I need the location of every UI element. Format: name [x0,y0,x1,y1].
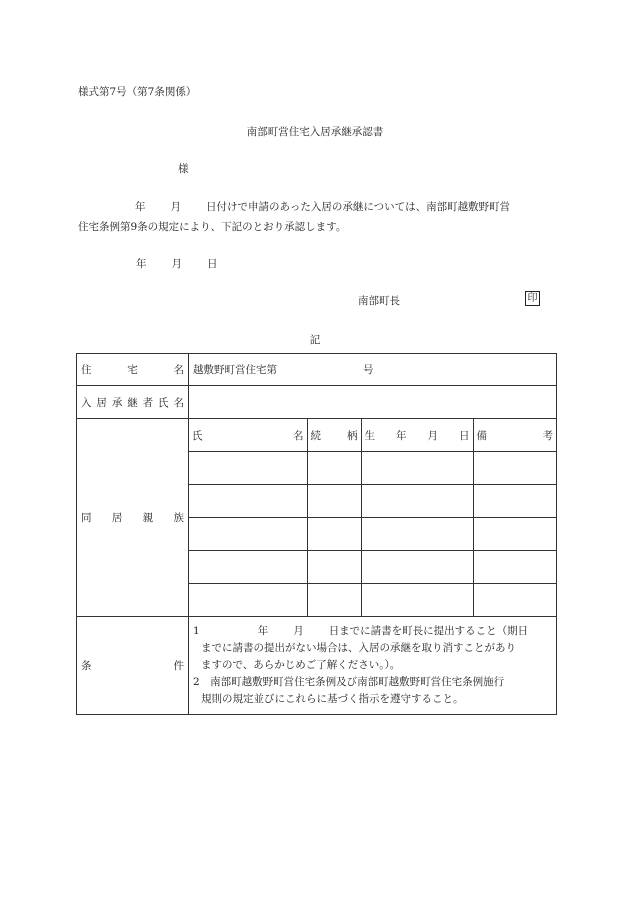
family-cell-birthdate[interactable] [361,551,473,584]
date-line [136,256,218,271]
family-cell [189,419,557,617]
conditions-text [189,617,557,715]
conditions-row [77,617,557,715]
family-cell-relation[interactable] [307,452,361,485]
family-cell-birthdate[interactable] [361,518,473,551]
succession-table [76,353,557,715]
family-header-name: 氏 名 [189,419,307,452]
family-table [189,419,556,616]
family-header-relation: 続 柄 [307,419,361,452]
family-cell-name[interactable] [189,518,307,551]
body-line-1-text: 日付けで申請のあった入居の承継については、南部町越敷野町営 [206,201,511,213]
family-header-birthdate: 生 年 月 日 [361,419,473,452]
residence-row [77,354,557,386]
family-cell-birthdate[interactable] [361,452,473,485]
family-cell-relation[interactable] [307,551,361,584]
residence-suffix: 号 [363,364,374,376]
family-cell-relation[interactable] [307,584,361,617]
family-label: 同 居 親 族 [77,419,189,617]
condition-1-number: 1 [193,625,200,637]
successor-row [77,386,557,419]
family-cell-relation[interactable] [307,518,361,551]
family-row [77,419,557,617]
date-year: 年 [136,258,147,270]
residence-label: 住 宅 名 [77,354,189,386]
successor-label: 入 居 承 継 者 氏 名 [77,386,189,419]
family-row-5 [189,584,556,617]
family-header-remarks: 備 考 [473,419,556,452]
family-row-3 [189,518,556,551]
family-cell-remarks[interactable] [473,485,556,518]
condition-1-month: 月 [293,625,304,637]
ki-heading: 記 [309,334,321,346]
body-line-1 [78,199,510,214]
family-cell-birthdate[interactable] [361,584,473,617]
body-line-2: 住宅条例第9条の規定により、下記のとおり承認します。 [78,221,347,233]
condition-2-line-2: 規則の規定並びにこれらに基づく指示を遵守すること。 [201,693,464,705]
condition-1-line-1 [193,623,554,640]
family-cell-name[interactable] [189,485,307,518]
family-header-row [189,419,556,452]
date-month: 月 [171,258,182,270]
conditions-label: 条 件 [77,617,189,715]
condition-1-line-2: までに請書の提出がない場合は、入居の承継を取り消すことがあり [201,642,516,654]
addressee-honorific: 様 [178,163,189,175]
family-cell-relation[interactable] [307,485,361,518]
condition-1-text: 日までに請書を町長に提出すること（期日 [328,625,529,637]
family-cell-remarks[interactable] [473,518,556,551]
family-cell-name[interactable] [189,452,307,485]
family-row-4 [189,551,556,584]
residence-prefix: 越敷野町営住宅第 [193,364,277,376]
family-cell-remarks[interactable] [473,452,556,485]
form-number: 様式第7号（第7条関係） [78,86,197,98]
document-title: 南部町営住宅入居承継承認書 [246,126,384,138]
body-month-mark: 月 [170,201,181,213]
residence-value [189,354,557,386]
family-cell-remarks[interactable] [473,551,556,584]
condition-2-line-1: 2 南部町越敷野町営住宅条例及び南部町越敷野町営住宅条例施行 [193,676,505,688]
condition-1-year: 年 [257,625,269,637]
family-cell-name[interactable] [189,551,307,584]
issuer-name: 南部町長 [358,295,400,307]
successor-value[interactable] [189,386,557,419]
family-row-1 [189,452,556,485]
condition-1-line-3: ますので、あらかじめご了解ください。）。 [201,659,401,671]
family-row-2 [189,485,556,518]
family-cell-birthdate[interactable] [361,485,473,518]
date-day: 日 [207,258,218,270]
family-cell-name[interactable] [189,584,307,617]
family-cell-remarks[interactable] [473,584,556,617]
seal-mark: 印 [525,291,540,306]
body-year-mark: 年 [135,201,146,213]
